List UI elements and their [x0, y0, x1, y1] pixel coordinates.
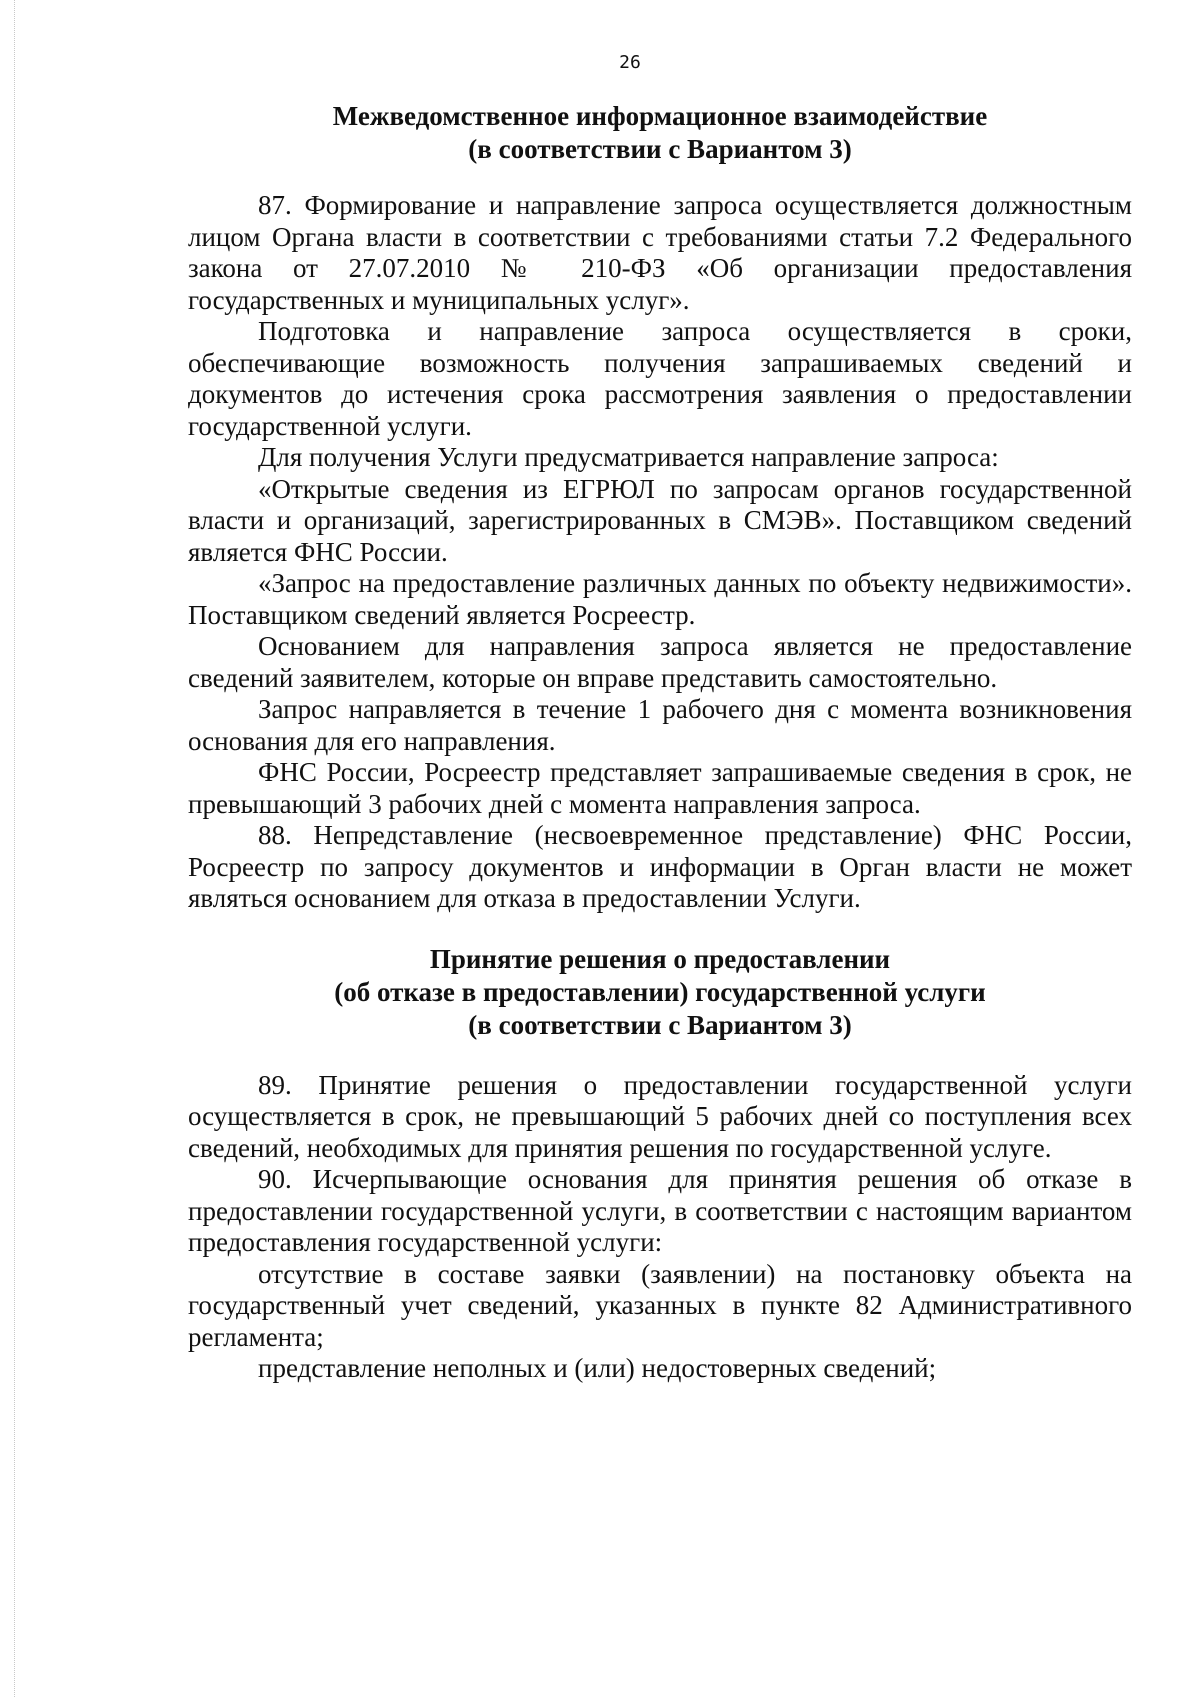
paragraph: ФНС России, Росреестр представляет запрашиваемые сведения в срок, не превышающий 3 рабочих дней с момента направления запроса. [188, 757, 1132, 819]
scan-edge-line [14, 0, 15, 1697]
heading-line: (в соответствии с Вариантом 3) [468, 1009, 852, 1040]
heading-line: (об отказе в предоставлении) государственной услуги [334, 976, 986, 1007]
heading-line: (в соответствии с Вариантом 3) [468, 134, 852, 164]
paragraph: Основанием для направления запроса является не предоставление сведений заявителем, которые он вправе представить самостоятельно. [188, 631, 1132, 693]
paragraph: Подготовка и направление запроса осуществляется в сроки, обеспечивающие возможность получения запрашиваемых сведений и документов до истечения срока рассмотрения заявления о предоставлении государственной услуги. [188, 316, 1132, 441]
section-heading-interagency [188, 100, 1132, 166]
paragraph: «Запрос на предоставление различных данных по объекту недвижимости». Поставщиком сведений является Росреестр. [188, 568, 1132, 630]
paragraph: Для получения Услуги предусматривается направление запроса: [258, 442, 999, 472]
heading-line: Принятие решения о предоставлении [429, 943, 891, 974]
heading-line: Межведомственное информационное взаимодействие [332, 101, 988, 131]
page-number: 26 [619, 52, 641, 73]
paragraph-89: 89. Принятие решения о предоставлении государственной услуги осуществляется в срок, не превышающий 5 рабочих дней со поступления всех сведений, необходимых для принятия решения по государственной услуге. [188, 1069, 1132, 1163]
paragraph: «Открытые сведения из ЕГРЮЛ по запросам органов государственной власти и организаций, зарегистрированных в СМЭВ». Поставщиком сведений является ФНС России. [188, 473, 1132, 567]
paragraph-88: 88. Непредставление (несвоевременное представление) ФНС России, Росреестр по запросу документов и информации в Орган власти не может являться основанием для отказа в предоставлении Услуги. [188, 820, 1132, 913]
paragraph-90: 90. Исчерпывающие основания для принятия решения об отказе в предоставлении государственной услуги, в соответствии с настоящим вариантом предоставления государственной услуги: [188, 1164, 1132, 1257]
paragraph: представление неполных и (или) недостоверных сведений; [258, 1353, 937, 1383]
document-body [188, 100, 1132, 1385]
paragraph: Запрос направляется в течение 1 рабочего дня с момента возникновения основания для его направления. [188, 694, 1132, 756]
paragraph-87: 87. Формирование и направление запроса осуществляется должностным лицом Органа власти в соответствии с требованиями статьи 7.2 Федерального закона от 27.07.2010 № 210-ФЗ «Об организации предоставления государственных и муниципальных услуг». [188, 190, 1132, 315]
section-heading-decision [188, 943, 1132, 1042]
paragraph: отсутствие в составе заявки (заявлении) на постановку объекта на государственный учет сведений, указанных в пункте 82 Административного регламента; [188, 1258, 1132, 1352]
